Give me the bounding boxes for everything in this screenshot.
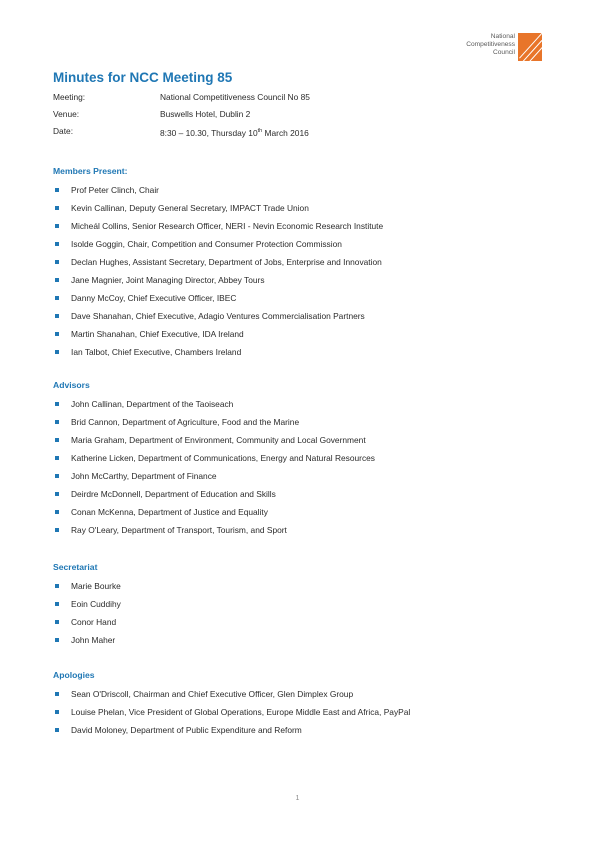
date-ordinal-suffix: th (257, 128, 263, 134)
bullet-icon (55, 224, 59, 228)
list-item-text: Danny McCoy, Chief Executive Officer, IBEC (71, 293, 237, 303)
bullet-icon (55, 620, 59, 624)
list-item (53, 271, 383, 289)
date-value (160, 127, 309, 138)
bullet-icon (55, 474, 59, 478)
list-item (53, 431, 375, 449)
bullet-icon (55, 332, 59, 336)
list-item-text: John Callinan, Department of the Taoiseach (71, 399, 234, 409)
list-item-text: Louise Phelan, Vice President of Global Operations, Europe Middle East and Africa, PayPal (71, 707, 411, 717)
list-item (53, 289, 383, 307)
list-item-text: Jane Magnier, Joint Managing Director, Abbey Tours (71, 275, 265, 285)
advisors-section (53, 380, 375, 539)
list-item-text: Conor Hand (71, 617, 117, 627)
ncc-logo (466, 33, 542, 61)
list-item-text: Brid Cannon, Department of Agriculture, Food and the Marine (71, 417, 300, 427)
list-item-text: Micheál Collins, Senior Research Officer, NERI - Nevin Economic Research Institute (71, 221, 384, 231)
apologies-heading: Apologies (53, 670, 95, 680)
list-item (53, 685, 410, 703)
bullet-icon (55, 350, 59, 354)
list-item (53, 253, 383, 271)
apologies-list (53, 685, 410, 739)
page-number: 1 (295, 795, 300, 802)
meeting-details (53, 93, 310, 146)
advisors-list (53, 395, 375, 539)
bullet-icon (55, 438, 59, 442)
list-item-text: Isolde Goggin, Chair, Competition and Consumer Protection Commission (71, 239, 342, 249)
logo-line-2: Competitiveness (466, 41, 515, 48)
venue-label: Venue: (53, 109, 80, 119)
list-item (53, 395, 375, 413)
members-present-section (53, 166, 383, 361)
list-item (53, 613, 121, 631)
meeting-label: Meeting: (53, 92, 86, 102)
page-title: Minutes for NCC Meeting 85 (53, 70, 233, 85)
list-item (53, 631, 121, 649)
list-item (53, 343, 383, 361)
list-item (53, 485, 375, 503)
bullet-icon (55, 692, 59, 696)
secretariat-list (53, 577, 121, 649)
bullet-icon (55, 206, 59, 210)
bullet-icon (55, 510, 59, 514)
meeting-row (53, 93, 310, 102)
bullet-icon (55, 492, 59, 496)
list-item-text: Dave Shanahan, Chief Executive, Adagio Ventures Commercialisation Partners (71, 311, 365, 321)
bullet-icon (55, 242, 59, 246)
list-item (53, 577, 121, 595)
list-item-text: Kevin Callinan, Deputy General Secretary, IMPACT Trade Union (71, 203, 309, 213)
members-heading: Members Present: (53, 166, 128, 176)
list-item-text: Ian Talbot, Chief Executive, Chambers Ireland (71, 347, 242, 357)
date-row (53, 127, 310, 138)
list-item (53, 217, 383, 235)
bullet-icon (55, 602, 59, 606)
bullet-icon (55, 584, 59, 588)
logo-line-1: National (490, 33, 515, 40)
secretariat-heading: Secretariat (53, 562, 98, 572)
apologies-section (53, 670, 410, 739)
list-item-text: Katherine Licken, Department of Communications, Energy and Natural Resources (71, 453, 375, 463)
bullet-icon (55, 188, 59, 192)
bullet-icon (55, 314, 59, 318)
bullet-icon (55, 728, 59, 732)
logo-text (466, 33, 515, 57)
bullet-icon (55, 420, 59, 424)
list-item-text: Prof Peter Clinch, Chair (71, 185, 159, 195)
date-value-month: March 2016 (262, 127, 309, 138)
advisors-heading: Advisors (53, 380, 90, 390)
bullet-icon (55, 278, 59, 282)
list-item (53, 467, 375, 485)
bullet-icon (55, 638, 59, 642)
date-value-main: 8:30 – 10.30, Thursday 10 (160, 127, 258, 138)
date-label: Date: (53, 126, 74, 136)
bullet-icon (55, 456, 59, 460)
list-item (53, 449, 375, 467)
list-item-text: Eoin Cuddihy (71, 599, 121, 609)
list-item (53, 307, 383, 325)
list-item (53, 503, 375, 521)
list-item (53, 703, 410, 721)
list-item-text: Sean O'Driscoll, Chairman and Chief Executive Officer, Glen Dimplex Group (71, 689, 354, 699)
list-item-text: Maria Graham, Department of Environment, Community and Local Government (71, 435, 366, 445)
list-item-text: Declan Hughes, Assistant Secretary, Department of Jobs, Enterprise and Innovation (71, 257, 382, 267)
list-item (53, 521, 375, 539)
list-item (53, 413, 375, 431)
list-item-text: Martin Shanahan, Chief Executive, IDA Ireland (71, 329, 244, 339)
meeting-value: National Competitiveness Council No 85 (160, 92, 310, 102)
bullet-icon (55, 710, 59, 714)
list-item (53, 199, 383, 217)
list-item-text: Ray O'Leary, Department of Transport, Tourism, and Sport (71, 525, 287, 535)
list-item-text: John Maher (71, 635, 116, 645)
logo-mark-icon (518, 33, 542, 61)
list-item (53, 235, 383, 253)
bullet-icon (55, 260, 59, 264)
members-list (53, 181, 383, 361)
logo-line-3: Council (493, 49, 515, 56)
list-item-text: Deirdre McDonnell, Department of Education and Skills (71, 489, 276, 499)
venue-row (53, 110, 310, 119)
venue-value: Buswells Hotel, Dublin 2 (160, 109, 251, 119)
bullet-icon (55, 296, 59, 300)
list-item (53, 181, 383, 199)
list-item (53, 595, 121, 613)
list-item-text: John McCarthy, Department of Finance (71, 471, 217, 481)
list-item (53, 325, 383, 343)
list-item-text: Conan McKenna, Department of Justice and Equality (71, 507, 268, 517)
bullet-icon (55, 402, 59, 406)
list-item (53, 721, 410, 739)
list-item-text: Marie Bourke (71, 581, 121, 591)
list-item-text: David Moloney, Department of Public Expenditure and Reform (71, 725, 302, 735)
bullet-icon (55, 528, 59, 532)
secretariat-section (53, 562, 121, 649)
